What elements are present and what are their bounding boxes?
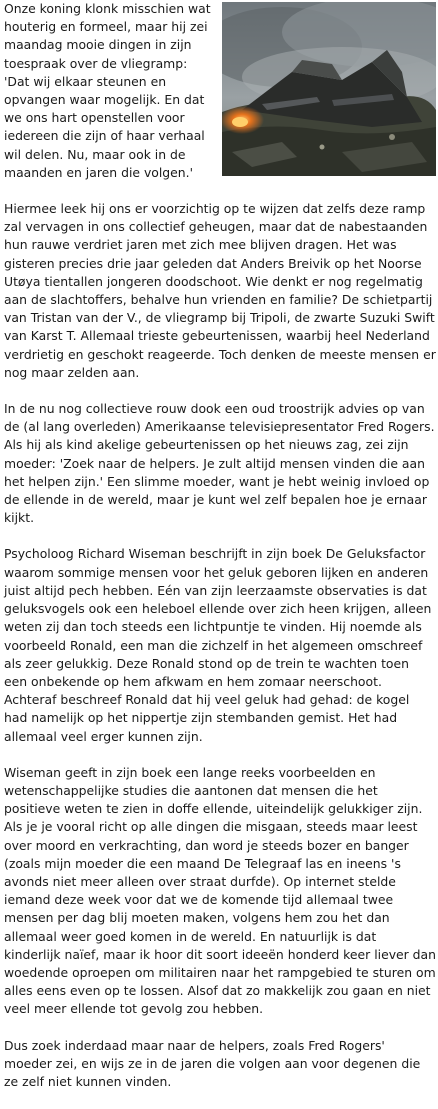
crash-wreckage-photo <box>222 2 436 176</box>
article-body <box>4 0 436 1109</box>
paragraph: Psycholoog Richard Wiseman beschrijft in zijn boek De Geluksfactor waarom sommige mensen voor het geluk geboren lijken en anderen juist altijd pech hebben. Eén van zijn leerzaamste observaties is dat geluksvogels ook een heleboel ellende over zich heen krijgen, alleen weten zij dan toch steeds een lichtpuntje te vinden. Hij noemde als voorbeeld Ronald, een man die zichzelf in het algemeen omschreef als zeer gelukkig. Deze Ronald stond op de trein te wachten toen een onbekende op hem afkwam en hem zomaar neerschoot. Achteraf beschreef Ronald dat hij veel geluk had gehad: de kogel had namelijk op het nippertje zijn stembanden gemist. Het had allemaal veel erger kunnen zijn. <box>4 546 432 744</box>
paragraph: Wiseman geeft in zijn boek een lange reeks voorbeelden en wetenschappelijke studies die aantonen dat mensen die het positieve weten te zien in doffe ellende, uiteindelijk gelukkiger zijn. Als je je vooral richt op alle dingen die misgaan, steeds maar leest over moord en verkrachting, dan word je steeds bozer en banger (zoals mijn moeder die een maand De Telegraaf las en ineens 's avonds niet meer alleen over straat durfde). Op internet stelde iemand deze week voor dat we de komende tijd allemaal twee mensen per dag blij moeten maken, volgens hem zou het dan allemaal weer goed komen in de wereld. En natuurlijk is dat kinderlijk naïef, maar ik hoor dit soort ideeën honderd keer liever dan woedende oproepen om militairen naar het rampgebied te sturen om alles eens even op te lossen. Alsof dat zo makkelijk zou gaan en niet veel meer ellende tot gevolg zou hebben. <box>4 764 436 1017</box>
paragraph: In de nu nog collectieve rouw dook een oud troostrijk advies op van de (al lang overleden) Amerikaanse televisiepresentator Fred Rogers. Als hij als kind akelige gebeurtenissen op het nieuws zag, zei zijn moeder: 'Zoek naar de helpers. Je zult altijd mensen vinden die aan het helpen zijn.' Een slimme moeder, want je hebt weinig invloed op de ellende in de wereld, maar je kunt wel zelf bepalen hoe je ernaar kijkt. <box>4 401 435 526</box>
paragraph: Onze koning klonk misschien wat houterig en formeel, maar hij zei maandag mooie dingen in zijn toespraak over de vliegramp: 'Dat wij elkaar steunen en opvangen waar mogelijk. En dat we ons hart openstellen voor iedereen die zijn of haar verhaal wil delen. Nu, maar ook in de maanden en jaren die volgen.' <box>4 1 211 180</box>
paragraph: Hiermee leek hij ons er voorzichtig op te wijzen dat zelfs deze ramp zal vervagen in ons collectief geheugen, maar dat de nabestaanden hun rauwe verdriet jaren met zich mee blijven dragen. Het was gisteren precies drie jaar geleden dat Anders Breivik op het Noorse Utøya tientallen jongeren doodschoot. Wie denkt er nog regelmatig aan de slachtoffers, behalve hun vrienden en familie? De schietpartij van Tristan van der V., de vliegramp bij Tripoli, de zwarte Suzuki Swift van Karst T. Allemaal trieste gebeurtenissen, waarbij heel Nederland verdrietig en geschokt reageerde. Toch denken de meeste mensen er nog maar zelden aan. <box>4 201 436 380</box>
paragraph: Dus zoek inderdaad maar naar de helpers, zoals Fred Rogers' moeder zei, en wijs ze in de jaren die volgen aan voor degenen die ze zelf niet kunnen vinden. <box>4 1037 421 1089</box>
